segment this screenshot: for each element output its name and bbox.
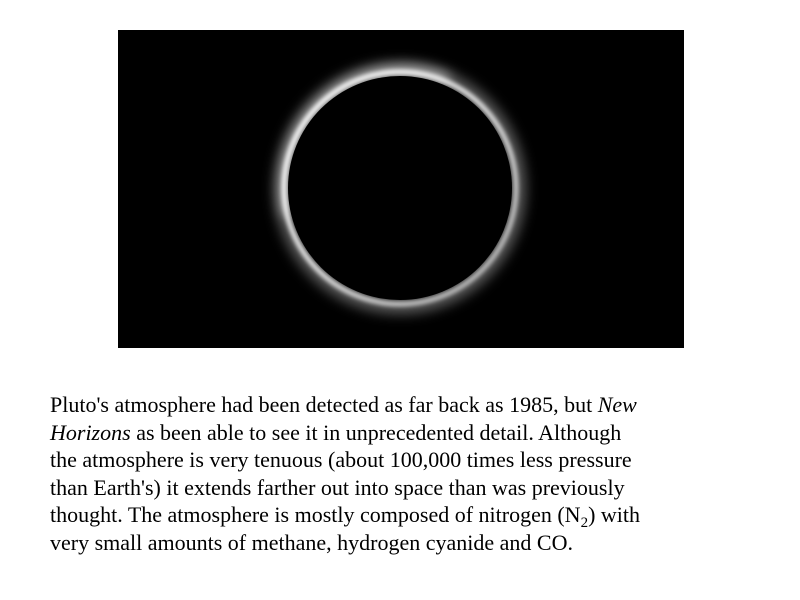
caption-text: ) with xyxy=(588,502,641,527)
caption-line-2 xyxy=(50,419,750,447)
caption-line-1 xyxy=(50,391,750,419)
caption-paragraph xyxy=(50,391,750,556)
caption-line-5 xyxy=(50,501,750,529)
caption-text: as been able to see it in unprecedented detail. Although xyxy=(130,419,622,445)
caption-italic-text: Horizons xyxy=(50,419,131,445)
caption-line-4: than Earth's) it extends farther out into space than was previously xyxy=(50,474,625,500)
caption-text: thought. The atmosphere is mostly composed of nitrogen (N xyxy=(50,502,581,527)
subscript-text: 2 xyxy=(580,515,589,531)
pluto-ring-graphic xyxy=(118,30,684,348)
caption-line-6: very small amounts of methane, hydrogen cyanide and CO. xyxy=(50,529,573,555)
pluto-atmosphere-image xyxy=(118,30,684,348)
caption-text: Pluto's atmosphere had been detected as far back as 1985, but xyxy=(50,392,598,417)
caption-line-3: the atmosphere is very tenuous (about 100,000 times less pressure xyxy=(50,447,632,472)
caption-italic-text: New xyxy=(597,392,637,417)
pluto-disk xyxy=(288,76,512,300)
